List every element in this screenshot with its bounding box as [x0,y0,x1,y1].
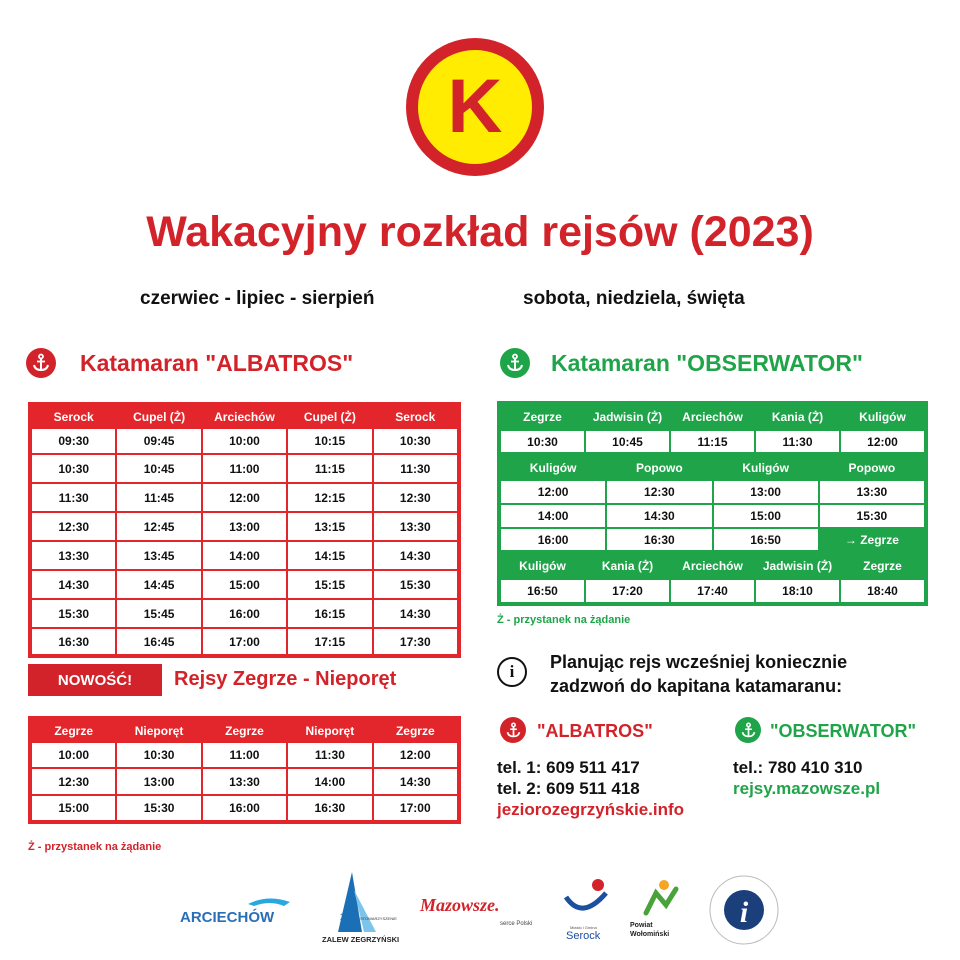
days-label: sobota, niedziela, święta [523,288,745,309]
time-cell: 14:45 [116,570,201,599]
info-icon: i [497,657,527,687]
time-cell: 11:15 [287,454,372,483]
figure-icon [646,889,676,913]
time-cell: 14:30 [373,768,458,795]
time-cell: 10:15 [287,428,372,454]
table-row [31,570,458,599]
time-cell: 14:30 [373,541,458,570]
time-cell: 15:30 [31,599,116,628]
time-cell: 12:30 [373,483,458,512]
time-cell: 11:00 [202,454,287,483]
time-cell: 16:50 [713,528,819,552]
column-header: Kuligów [742,460,789,475]
time-cell: 13:00 [713,480,819,504]
albatros-contact-title: "ALBATROS" [537,721,653,741]
time-cell: 15:30 [819,504,925,528]
time-cell: 15:45 [116,599,201,628]
column-header: Kania (Ż) [771,410,824,424]
anchor-icon [26,348,56,378]
time-cell: 17:00 [202,628,287,655]
albatros-phone-1[interactable]: tel. 1: 609 511 417 [497,758,640,777]
time-cell: 13:45 [116,541,201,570]
time-cell: 10:30 [116,742,201,768]
time-cell: 14:00 [287,768,372,795]
table-row [31,483,458,512]
time-cell: 12:15 [287,483,372,512]
k-logo [406,38,544,176]
table-row [31,768,458,795]
obserwator-timetable-morning [497,401,928,457]
time-cell: 10:45 [585,430,670,454]
column-header: Arciechów [682,410,743,424]
anchor-icon [500,717,526,743]
time-cell: 16:30 [31,628,116,655]
anchor-icon [735,717,761,743]
time-cell: 11:30 [373,454,458,483]
time-cell: 17:20 [585,579,670,603]
column-header: Serock [53,409,94,424]
time-cell: 11:45 [116,483,201,512]
zegrze-nieporet-title: Rejsy Zegrze - Nieporęt [174,668,397,690]
time-cell: 16:00 [500,528,606,552]
time-cell: 13:30 [373,512,458,541]
column-header: Kania (Ż) [601,559,654,573]
zegrze-info-logo [704,870,784,950]
obserwator-title: Katamaran "OBSERWATOR" [551,350,863,376]
svg-text:Wołomiński: Wołomiński [630,931,670,938]
obserwator-website-link[interactable]: rejsy.mazowsze.pl [733,779,881,798]
time-cell: 11:30 [287,742,372,768]
column-header: Nieporęt [305,723,355,738]
info-line-1: Planując rejs wcześniej koniecznie [550,652,848,672]
time-cell: 13:30 [819,480,925,504]
svg-text:i: i [739,896,749,929]
request-stop-note: Ż - przystanek na żądanie [497,614,631,626]
time-cell: 12:30 [31,512,116,541]
time-cell: 14:00 [202,541,287,570]
time-cell: 09:30 [31,428,116,454]
time-cell: 11:30 [31,483,116,512]
column-header: Zegrze [863,559,902,573]
time-cell: 18:40 [840,579,925,603]
time-cell: 12:00 [840,430,925,454]
k-logo-inner [418,50,532,164]
time-cell: 17:00 [373,795,458,821]
time-cell: 16:30 [606,528,712,552]
time-cell: 12:00 [202,483,287,512]
albatros-timetable [28,402,461,658]
column-header: Kuligów [859,410,906,424]
time-cell: 15:30 [373,570,458,599]
svg-text:ARCIECHÓW: ARCIECHÓW [180,909,275,926]
return-to-zegrze-cell: → Zegrze [819,528,925,552]
mazowsze-logo [418,870,542,950]
time-cell: 17:15 [287,628,372,655]
time-cell: 16:00 [202,795,287,821]
time-cell: 16:15 [287,599,372,628]
albatros-title: Katamaran "ALBATROS" [80,350,354,376]
table-header-row [31,719,458,742]
time-cell: 17:40 [670,579,755,603]
column-header: Zegrze [54,723,94,738]
info-line-2: zadzwoń do kapitana katamaranu: [550,676,843,696]
time-cell: 12:00 [373,742,458,768]
column-header: Jadwisin (Ż) [762,559,833,573]
svg-text:25: 25 [340,912,351,922]
table-header-row [500,553,925,579]
table-header-row [500,455,925,480]
column-header: Zegrze [523,410,562,424]
time-cell: 16:00 [202,599,287,628]
column-header: Cupel (Ż) [133,409,186,424]
table-header-row [500,404,925,430]
table-row [31,454,458,483]
table-row [500,528,925,552]
albatros-phone-2[interactable]: tel. 2: 609 511 418 [497,779,640,798]
time-cell: 12:00 [500,480,606,504]
time-cell: 16:50 [500,579,585,603]
column-header: Arciechów [682,559,743,573]
svg-text:serce Polski: serce Polski [500,921,533,927]
anchor-icon [500,348,530,378]
obserwator-timetable-evening [497,550,928,606]
time-cell: 11:00 [202,742,287,768]
column-header: Kuligów [519,559,566,573]
column-header: Kuligów [529,460,577,475]
table-row [500,579,925,603]
obserwator-timetable-midday [497,452,928,555]
time-cell: 14:30 [606,504,712,528]
svg-text:K: K [447,64,503,149]
table-row [31,599,458,628]
time-cell: 10:00 [31,742,116,768]
table-row [500,480,925,504]
table-row [31,742,458,768]
k-letter-icon [418,50,532,164]
time-cell: 13:30 [202,768,287,795]
nieporet-timetable [28,716,461,824]
time-cell: 14:30 [373,599,458,628]
time-cell: 10:30 [500,430,585,454]
table-row [31,512,458,541]
powiat-wolominski-logo [626,870,686,950]
svg-text:ZALEW ZEGRZYŃSKI: ZALEW ZEGRZYŃSKI [322,935,400,944]
time-cell: 15:30 [116,795,201,821]
time-cell: 13:15 [287,512,372,541]
table-row [31,628,458,655]
time-cell: 13:30 [31,541,116,570]
obserwator-phone[interactable]: tel.: 780 410 310 [733,758,863,777]
column-header: Cupel (Ż) [303,409,356,424]
time-cell: 13:00 [202,512,287,541]
time-cell: 17:30 [373,628,458,655]
time-cell: 10:00 [202,428,287,454]
time-cell: 15:00 [713,504,819,528]
table-row [500,504,925,528]
time-cell: 12:45 [116,512,201,541]
column-header: Zegrze [225,723,264,738]
arciechow-logo [178,870,298,950]
page-title: Wakacyjny rozkład rejsów (2023) [146,208,814,256]
svg-text:Serock: Serock [566,930,601,942]
time-cell: 10:30 [373,428,458,454]
time-cell: 16:30 [287,795,372,821]
albatros-website-link[interactable]: jeziorozegrzyńskie.info [497,800,685,819]
table-row [31,541,458,570]
time-cell: 15:15 [287,570,372,599]
new-badge: NOWOŚĆ! [28,664,162,696]
wave-icon [248,898,290,906]
time-cell: 18:10 [755,579,840,603]
time-cell: 11:30 [755,430,840,454]
table-row [500,430,925,454]
time-cell: 10:30 [31,454,116,483]
time-cell: 14:30 [31,570,116,599]
time-cell: 14:15 [287,541,372,570]
svg-text:Mazowsze.: Mazowsze. [420,895,500,915]
sun-icon [592,879,604,891]
column-header: Popowo [636,460,683,475]
time-cell: 12:30 [606,480,712,504]
time-cell: 15:00 [31,795,116,821]
time-cell: 14:00 [500,504,606,528]
column-header: Zegrze [395,723,435,738]
time-cell: 11:15 [670,430,755,454]
column-header: Popowo [848,460,896,475]
time-cell: 13:00 [116,768,201,795]
table-header-row [31,405,458,428]
serock-logo [560,870,616,950]
time-cell: 10:45 [116,454,201,483]
obserwator-contact-title: "OBSERWATOR" [770,721,917,741]
request-stop-note: Ż - przystanek na żądanie [28,841,162,853]
time-cell: 15:00 [202,570,287,599]
column-header: Arciechów [214,409,275,424]
time-cell: 12:30 [31,768,116,795]
time-cell: 09:45 [116,428,201,454]
column-header: Serock [395,409,436,424]
table-row [31,795,458,821]
zalew-zegrzynski-logo [318,870,402,950]
column-header: Jadwisin (Ż) [592,410,663,424]
column-header: Nieporęt [134,723,184,738]
season-label: czerwiec - lipiec - sierpień [140,288,375,309]
table-row [31,428,458,454]
svg-text:Miasto i Gmina: Miasto i Gmina [570,925,597,930]
svg-text:Powiat: Powiat [630,922,653,929]
svg-text:STOWARZYSZENIE: STOWARZYSZENIE [360,916,397,921]
time-cell: 16:45 [116,628,201,655]
